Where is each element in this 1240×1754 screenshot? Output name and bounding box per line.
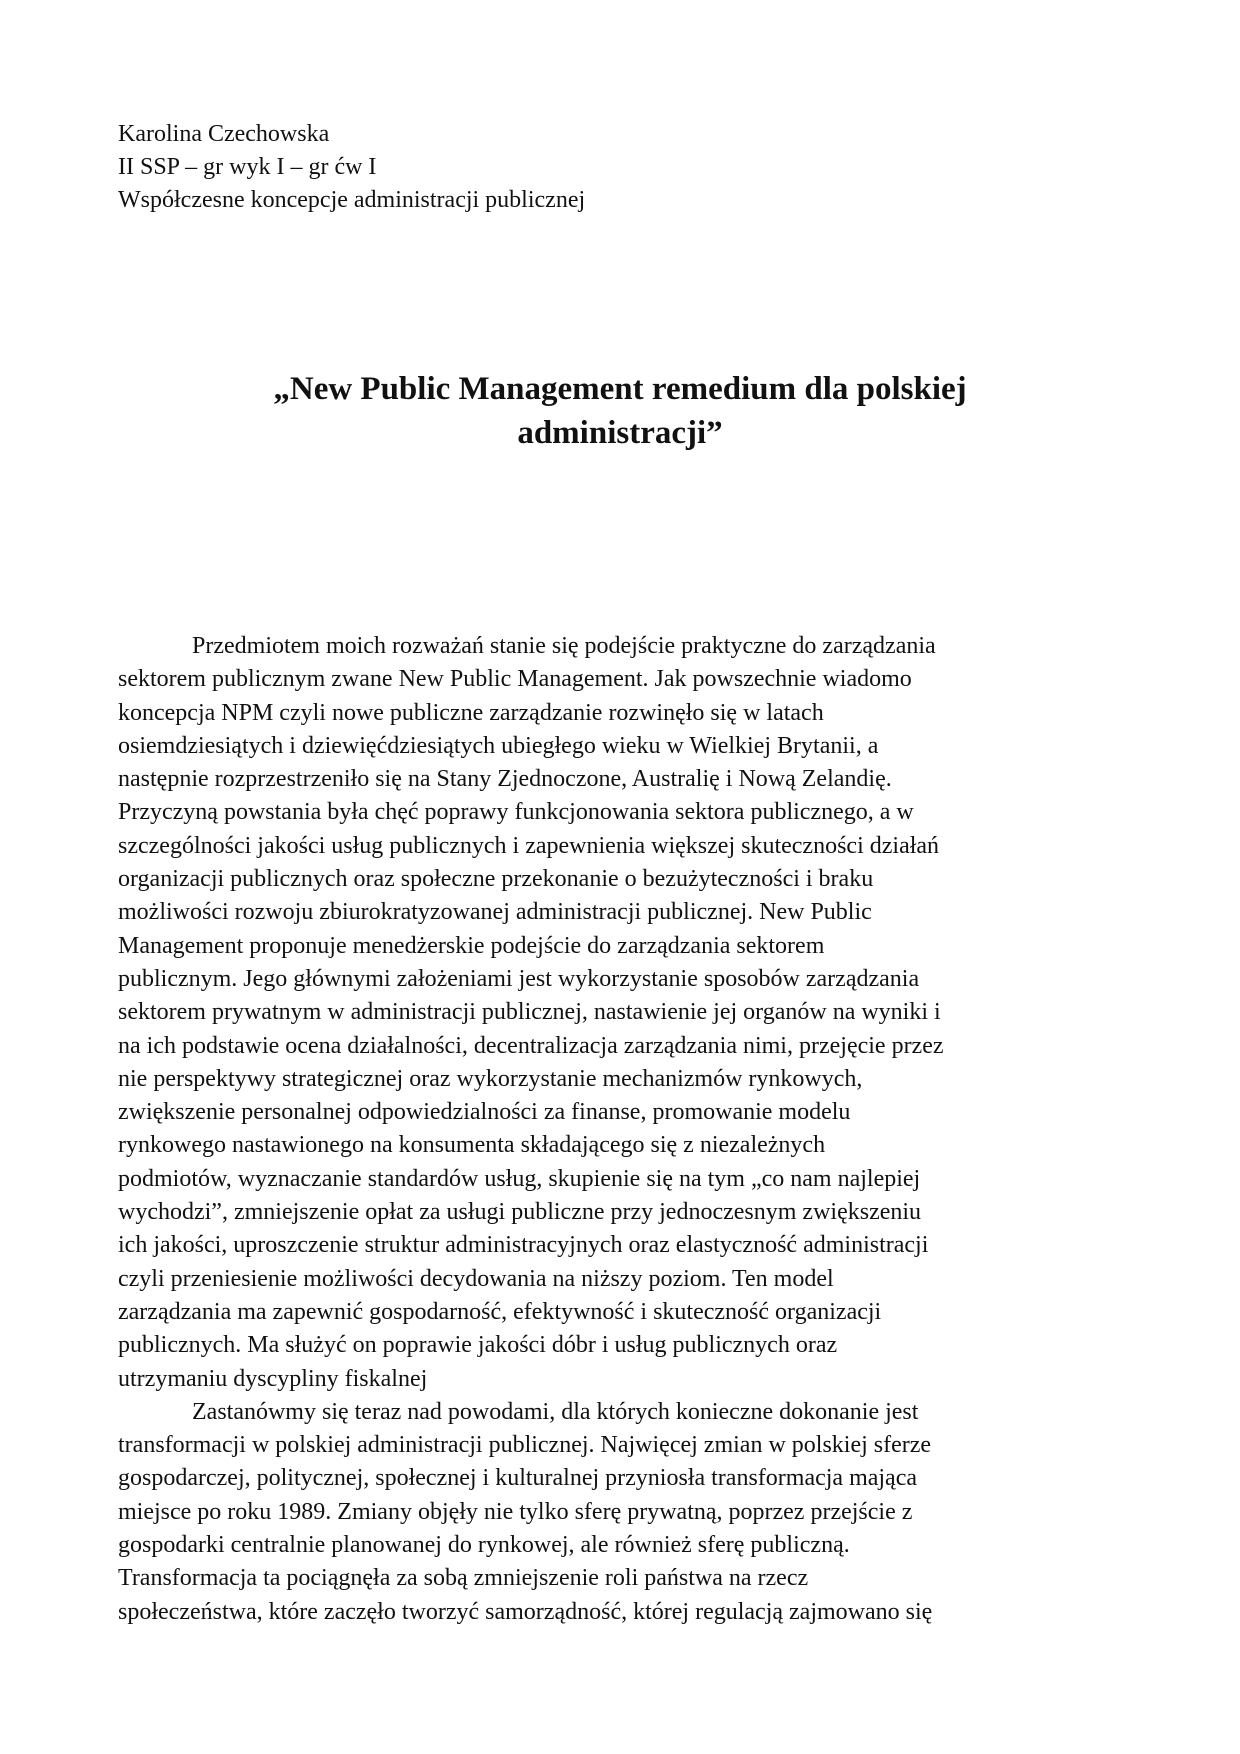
body-line: społeczeństwa, które zaczęło tworzyć samorządność, której regulacją zajmowano się	[118, 1598, 933, 1625]
title-line-2: administracji”	[517, 415, 723, 451]
author-name: Karolina Czechowska	[118, 121, 330, 147]
body-line: Przyczyną powstania była chęć poprawy funkcjonowania sektora publicznego, a w	[118, 799, 914, 826]
body-line: podmiotów, wyznaczanie standardów usług, skupienie się na tym „co nam najlepiej	[118, 1165, 921, 1192]
body-line: osiemdziesiątych i dziewięćdziesiątych ubiegłego wieku w Wielkiej Brytanii, a	[118, 732, 879, 759]
body-line: sektorem publicznym zwane New Public Management. Jak powszechnie wiadomo	[118, 666, 912, 693]
body-line: gospodarczej, politycznej, społecznej i kulturalnej przyniosła transformacja mająca	[118, 1465, 918, 1492]
body-line: rynkowego nastawionego na konsumenta składającego się z niezależnych	[118, 1132, 826, 1159]
body-line: Przedmiotem moich rozważań stanie się podejście praktyczne do zarządzania	[192, 633, 936, 659]
body-line: Zastanówmy się teraz nad powodami, dla których konieczne dokonanie jest	[192, 1398, 919, 1425]
body-line: publicznym. Jego głównymi założeniami jest wykorzystanie sposobów zarządzania	[118, 965, 920, 992]
body-line: publicznych. Ma służyć on poprawie jakości dóbr i usług publicznych oraz	[118, 1332, 838, 1359]
body-line: miejsce po roku 1989. Zmiany objęły nie tylko sferę prywatną, poprzez przejście z	[118, 1498, 913, 1525]
body-line: następnie rozprzestrzeniło się na Stany Zjednoczone, Australię i Nową Zelandię.	[118, 766, 892, 793]
group-info: II SSP – gr wyk I – gr ćw I	[118, 154, 377, 180]
document-header	[118, 118, 585, 217]
body-line: wychodzi”, zmniejszenie opłat za usługi publiczne przy jednoczesnym zwiększeniu	[118, 1199, 922, 1226]
body-line: czyli przeniesienie możliwości decydowania na niższy poziom. Ten model	[118, 1265, 834, 1292]
title-line-1: „New Public Management remedium dla polskiej	[273, 371, 967, 407]
body-line: ich jakości, uproszczenie struktur administracyjnych oraz elastyczność administracji	[118, 1232, 929, 1259]
body-line: organizacji publicznych oraz społeczne przekonanie o bezużyteczności i braku	[118, 866, 874, 893]
body-line: gospodarki centralnie planowanej do rynkowej, ale również sferę publiczną.	[118, 1532, 850, 1559]
body-line: sektorem prywatnym w administracji publicznej, nastawienie jej organów na wyniki i	[118, 999, 941, 1026]
body-line: utrzymaniu dyscypliny fiskalnej	[118, 1365, 428, 1392]
body-line: zwiększenie personalnej odpowiedzialności za finanse, promowanie modelu	[118, 1099, 851, 1126]
document-title	[130, 367, 1110, 455]
body-line: transformacji w polskiej administracji publicznej. Najwięcej zmian w polskiej sferze	[118, 1432, 932, 1459]
body-line: możliwości rozwoju zbiurokratyzowanej administracji publicznej. New Public	[118, 899, 872, 926]
body-line: koncepcja NPM czyli nowe publiczne zarządzanie rozwinęło się w latach	[118, 699, 824, 726]
body-text	[118, 630, 1128, 1629]
body-line: nie perspektywy strategicznej oraz wykorzystanie mechanizmów rynkowych,	[118, 1065, 863, 1092]
body-line: Transformacja ta pociągnęła za sobą zmniejszenie roli państwa na rzecz	[118, 1565, 809, 1592]
body-line: szczególności jakości usług publicznych i zapewnienia większej skuteczności działań	[118, 832, 940, 859]
body-line: Management proponuje menedżerskie podejście do zarządzania sektorem	[118, 932, 825, 959]
body-line: na ich podstawie ocena działalności, decentralizacja zarządzania nimi, przejęcie przez	[118, 1032, 944, 1059]
body-line: zarządzania ma zapewnić gospodarność, efektywność i skuteczność organizacji	[118, 1298, 882, 1325]
course-name: Współczesne koncepcje administracji publicznej	[118, 187, 586, 213]
